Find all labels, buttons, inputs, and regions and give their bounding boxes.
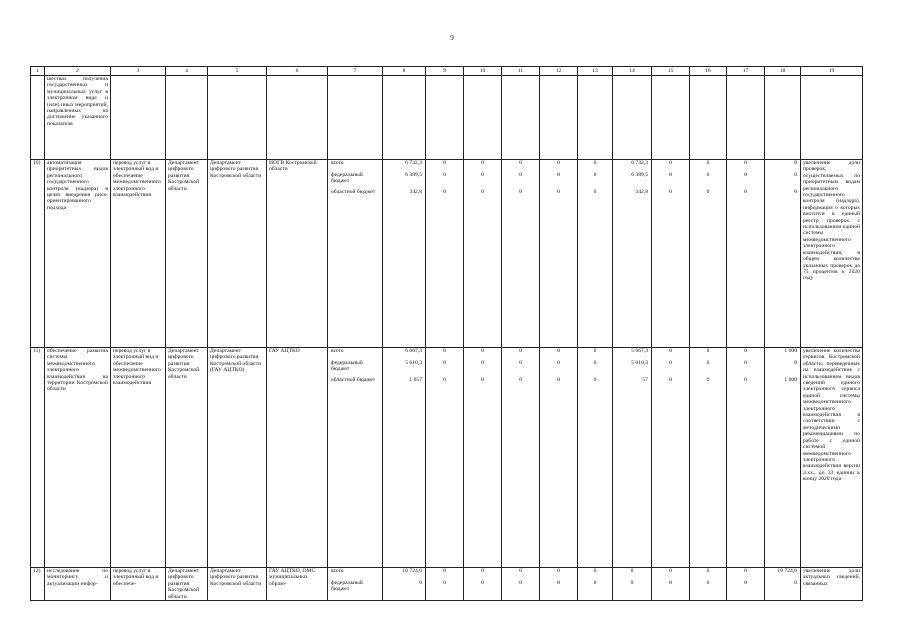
source-label: всего — [331, 568, 344, 574]
table-row — [31, 568, 863, 601]
funding-sources — [328, 348, 383, 568]
col-header: 18 — [765, 67, 801, 76]
row-number: 12) — [31, 568, 45, 601]
value-cell: 0 0 0 — [426, 160, 464, 348]
source-label: федеральный бюджет — [331, 172, 363, 185]
program-table — [30, 66, 863, 601]
col-header: 12 — [540, 67, 578, 76]
col-header: 16 — [690, 67, 727, 76]
task-text: перевод услуг в электронный вид и обеспече- — [111, 568, 166, 601]
col-header: 15 — [652, 67, 690, 76]
col-header: 4 — [166, 67, 208, 76]
source-label: всего — [331, 348, 344, 354]
funding-sources — [328, 160, 383, 348]
participant-text: ГАУ АЦТКО, ОМС муниципальных образо- — [267, 568, 328, 601]
value-cell: 0 0 0 — [727, 160, 765, 348]
result-text: увеличение доли актуальных сведений, связанных — [801, 568, 863, 601]
value-cell: 0 0 — [690, 568, 727, 601]
value-cell: 0 0 0 — [502, 348, 540, 568]
participant-text: ИОГВ Костромской области — [267, 160, 328, 348]
col-header: 17 — [727, 67, 765, 76]
value-cell: 0 0 0 — [727, 348, 765, 568]
value-cell: 0 0 0 — [464, 348, 502, 568]
source-label: всего — [331, 160, 344, 166]
value-cell: 0 0 0 — [578, 160, 613, 348]
activity-name: обеспечение развития системы межведомственного электронного взаимодействия на территории Костромской области — [45, 348, 111, 568]
col-header: 13 — [578, 67, 613, 76]
value-cell: 5 667,3 5 610,3 57 — [613, 348, 652, 568]
value-cell: 0 0 — [464, 568, 502, 601]
col-header: 6 — [267, 67, 328, 76]
value-cell: 6 732,3 6 389,5 342,8 — [383, 160, 426, 348]
value-cell: 0 0 0 — [502, 160, 540, 348]
col-header: 10 — [464, 67, 502, 76]
funding-sources — [328, 568, 383, 601]
value-cell: 0 0 — [502, 568, 540, 601]
row-number: 11) — [31, 348, 45, 568]
value-cell: 0 0 — [540, 568, 578, 601]
customer-text: Департамент цифрового развития Костромской области — [166, 160, 208, 348]
value-cell: 6 732,3 6 389,5 342,8 — [613, 160, 652, 348]
col-header: 14 — [613, 67, 652, 76]
table-row — [31, 348, 863, 568]
col-header: 19 — [801, 67, 863, 76]
col-header: 5 — [208, 67, 267, 76]
value-cell: 0 0 0 — [464, 160, 502, 348]
value-cell: 0 0 — [426, 568, 464, 601]
value-cell: 0 0 — [727, 568, 765, 601]
activity-name: исследование по мониторингу и актуализации инфор- — [45, 568, 111, 601]
value-cell: 6 667,3 5 610,3 1 057 — [383, 348, 426, 568]
value-cell: 0 0 0 — [426, 348, 464, 568]
source-label: федеральный бюджет — [331, 580, 363, 593]
col-header: 2 — [45, 67, 111, 76]
col-header: 1 — [31, 67, 45, 76]
customer-text: Департамент цифрового развития Костромской области — [166, 348, 208, 568]
col-header: 8 — [383, 67, 426, 76]
source-label: областной бюджет — [331, 189, 376, 195]
source-label: федеральный бюджет — [331, 360, 363, 373]
value-cell: 10 724,6 0 — [765, 568, 801, 601]
activity-name: автоматизация приоритетных видов регионального государственного контроля (надзора) в целях внедрения риск-ориентированного подхода — [45, 160, 111, 348]
executor-text: Департамент цифрового развития Костромской области (ГАУ АЦТКО) — [208, 348, 267, 568]
col-header: 11 — [502, 67, 540, 76]
continuation-row — [31, 76, 863, 160]
result-text: увеличение доли проверок, осуществляемых по приоритетным видам регионального государственного контроля (надзора), информация о которых вносится в единый реестр проверок с использованием единой системы межведомственного электронного взаимодействия, в общем количестве указанных проверок до 75 процентов к 2020 году — [801, 160, 863, 348]
value-cell: 0 0 0 — [578, 348, 613, 568]
col-header: 3 — [111, 67, 166, 76]
executor-text: Департамент цифрового развития Костромской области — [208, 568, 267, 601]
value-cell: 0 0 0 — [765, 160, 801, 348]
customer-text: Департамент цифрового развития Костромской области — [166, 568, 208, 601]
table-row — [31, 160, 863, 348]
task-text: перевод услуг в электронный вид и обеспечение межведомственного электронного взаимодействия — [111, 160, 166, 348]
continuation-text: шествах получения государственных и муниципальных услуг в электронном виде и (или) иных мероприятий, направленных на достижение указанного показателя — [45, 76, 111, 160]
col-header: 9 — [426, 67, 464, 76]
value-cell: 0 0 — [578, 568, 613, 601]
value-cell: 0 0 0 — [652, 160, 690, 348]
task-text: перевод услуг в электронный вид и обеспечение межведомственного электронного взаимодействия — [111, 348, 166, 568]
column-number-row — [31, 67, 863, 76]
participant-text: ГАУ АЦТКО — [267, 348, 328, 568]
value-cell: 10 724,6 0 — [383, 568, 426, 601]
value-cell: 0 0 0 — [690, 348, 727, 568]
page-number: 9 — [450, 34, 454, 42]
row-number: 10) — [31, 160, 45, 348]
value-cell: 0 0 0 — [540, 348, 578, 568]
value-cell: 0 0 — [652, 568, 690, 601]
col-header: 7 — [328, 67, 383, 76]
source-label: областной бюджет — [331, 377, 376, 383]
value-cell: 0 0 — [613, 568, 652, 601]
executor-text: Департамент цифрового развития Костромской области — [208, 160, 267, 348]
result-text: увеличение количества сервисов Костромской области, переведенных на взаимодействие с использованием видов сведений единого электронного сервиса единой системы межведомственного электронного взаимодействия в соответствии с методическими рекомендациями по работе с единой системой межведомственного электронного взаимодействия версии 3.хх., до 33 единиц к концу 2020 года — [801, 348, 863, 568]
value-cell: 1 000 0 1 000 — [765, 348, 801, 568]
value-cell: 0 0 0 — [652, 348, 690, 568]
value-cell: 0 0 0 — [690, 160, 727, 348]
value-cell: 0 0 0 — [540, 160, 578, 348]
